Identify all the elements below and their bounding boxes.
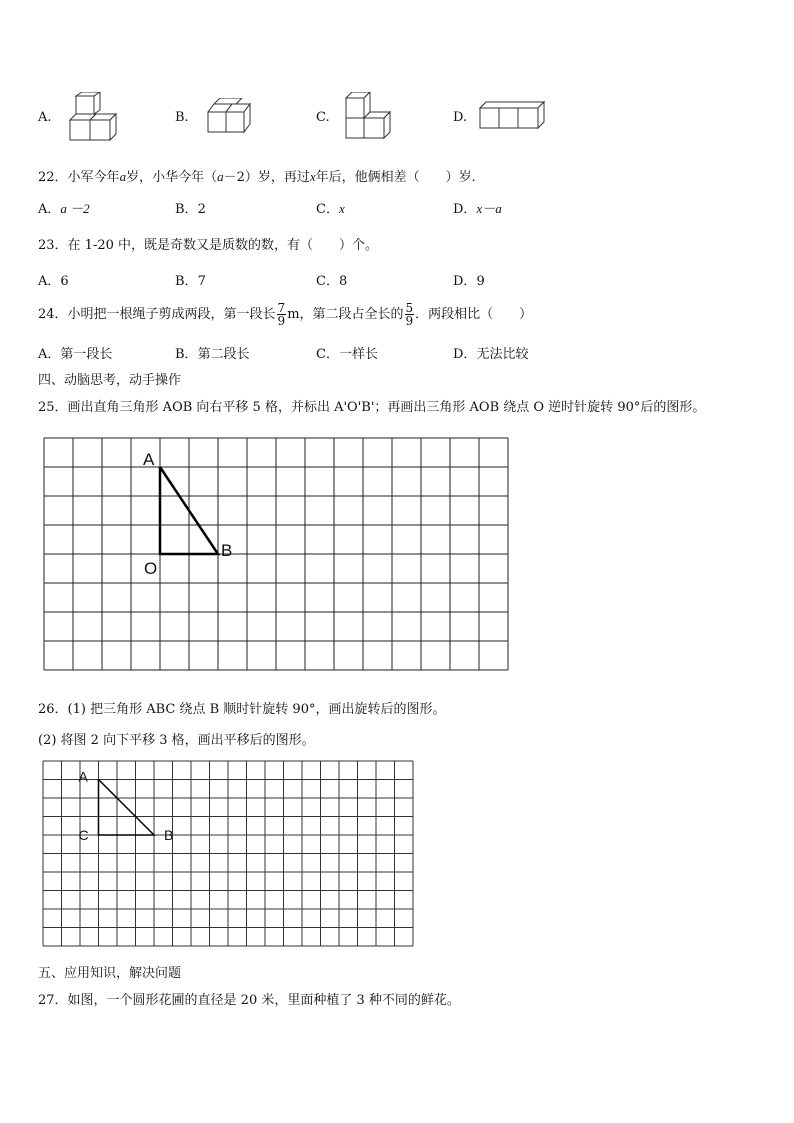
q26-line1: 26．(1) 把三角形 ABC 绕点 B 顺时针旋转 90°，画出旋转后的图形。 [38, 702, 446, 717]
q21-option-b-label: B. [175, 110, 189, 125]
q21-option-d-label: D. [453, 110, 468, 125]
q23-option-d[interactable]: D．9 [453, 274, 485, 289]
q26-grid-figure[interactable] [40, 758, 418, 950]
q21-option-d-figure [478, 100, 546, 132]
q25-stem: 25．画出直角三角形 AOB 向右平移 5 格，并标出 A'O'B'；再画出三角形 AOB 绕点 O 逆时针旋转 90°后的图形。 [38, 400, 706, 415]
q24-option-a[interactable]: A．第一段长 [38, 347, 113, 362]
q27-stem: 27．如图，一个圆形花圃的直径是 20 米，里面种植了 3 种不同的鲜花。 [38, 993, 460, 1008]
q23-stem: 23．在 1-20 中，既是奇数又是质数的数，有（ ）个。 [38, 238, 379, 253]
q21-option-c-figure [342, 92, 392, 144]
fraction-5-9: $\frac{5}{9}$ [405, 301, 414, 328]
label-b: B [164, 827, 174, 843]
q22-option-d[interactable]: D．x－a [453, 201, 502, 217]
label-a: A [143, 450, 155, 469]
q23-option-a[interactable]: A．6 [38, 274, 69, 289]
label-o: O [144, 559, 158, 578]
section-5-heading: 五、应用知识，解决问题 [38, 966, 182, 981]
q23-option-b[interactable]: B．7 [175, 274, 206, 289]
q26-line2: (2) 将图 2 向下平移 3 格，画出平移后的图形。 [38, 733, 315, 748]
label-a: A [78, 768, 88, 785]
q24-option-d[interactable]: D．无法比较 [453, 347, 529, 362]
q21-option-c-label: C. [316, 110, 330, 125]
q21-option-a-label: A. [38, 110, 52, 125]
label-b: B [221, 541, 233, 560]
q21-option-a-figure [66, 92, 122, 144]
q24-option-b[interactable]: B．第二段长 [175, 347, 250, 362]
q25-grid-figure[interactable] [40, 434, 514, 676]
q24-stem: 24．小明把一根绳子剪成两段，第一段长 $\frac{7}{9}$ m，第二段占全长的 $\frac{5}{9}$ ．两段相比（ ） [38, 301, 533, 328]
q22-option-c[interactable]: C．x [316, 201, 345, 217]
q22-option-a[interactable]: A．a －2 [38, 201, 90, 217]
section-4-heading: 四、动脑思考，动手操作 [38, 373, 182, 388]
q22-option-b[interactable]: B．2 [175, 202, 206, 217]
q21-option-b-figure [204, 98, 254, 138]
triangle-abc [99, 780, 155, 836]
q22-stem: 22．小军今年a岁，小华今年（a－2）岁，再过x年后，他俩相差（ ）岁． [38, 169, 485, 185]
label-c: C [78, 827, 89, 843]
q24-option-c[interactable]: C．一样长 [316, 347, 378, 362]
q23-option-c[interactable]: C．8 [316, 274, 348, 289]
fraction-7-9: $\frac{7}{9}$ [277, 301, 286, 328]
